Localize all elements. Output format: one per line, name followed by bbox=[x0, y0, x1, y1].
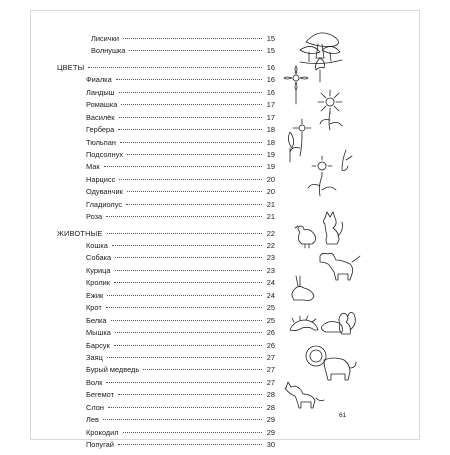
rabbit-icon bbox=[292, 276, 314, 301]
toc-page: 26 bbox=[266, 328, 275, 338]
toc-page: 28 bbox=[266, 402, 275, 412]
toc-label: Ландыш bbox=[86, 87, 115, 97]
toc-label: Заяц bbox=[86, 352, 103, 362]
toc-label: Крокодил bbox=[86, 427, 119, 437]
toc-page: 23 bbox=[266, 265, 275, 275]
toc-page: 16 bbox=[266, 75, 275, 85]
toc-page: 22 bbox=[266, 228, 275, 238]
toc-label: Бегемот bbox=[86, 390, 115, 400]
toc-label: Попугай bbox=[86, 440, 114, 449]
toc-page: 16 bbox=[266, 87, 275, 97]
toc-label: Собака bbox=[86, 253, 112, 263]
toc-label: Подсолнух bbox=[86, 149, 124, 159]
toc-page: 27 bbox=[266, 365, 275, 375]
toc-page: 15 bbox=[266, 46, 275, 56]
toc-page: 29 bbox=[266, 427, 275, 437]
toc-page: 27 bbox=[266, 377, 275, 387]
toc-page: 25 bbox=[266, 303, 275, 313]
wolf-icon bbox=[285, 382, 324, 408]
toc-page: 21 bbox=[266, 199, 275, 209]
toc-page: 30 bbox=[266, 440, 275, 449]
toc-page: 23 bbox=[266, 253, 275, 263]
toc-label: Курица bbox=[86, 265, 111, 275]
toc-page: 25 bbox=[266, 315, 275, 325]
toc-label: Ромашка bbox=[86, 100, 118, 110]
toc-page: 16 bbox=[266, 62, 275, 72]
toc-label: Роза bbox=[86, 212, 103, 222]
toc-page: 18 bbox=[266, 125, 275, 135]
cat-icon bbox=[324, 212, 343, 244]
toc-page: 24 bbox=[266, 278, 275, 288]
flowers-icon bbox=[284, 58, 352, 196]
toc-label: Мышка bbox=[86, 328, 111, 338]
toc-page: 22 bbox=[266, 241, 275, 250]
toc-page: 24 bbox=[266, 290, 275, 300]
toc-page: 17 bbox=[266, 100, 275, 110]
dog-icon bbox=[320, 253, 360, 280]
toc-label: Белка bbox=[86, 315, 107, 325]
toc-label: Лев bbox=[86, 415, 99, 425]
toc-label: Крот bbox=[86, 303, 102, 313]
toc-label: Ежик bbox=[86, 290, 104, 300]
chicken-icon bbox=[295, 226, 316, 248]
toc-page: 17 bbox=[266, 112, 275, 122]
toc-page: 29 bbox=[266, 415, 275, 425]
page-number: 61 bbox=[339, 412, 347, 419]
toc-page: 20 bbox=[266, 187, 275, 197]
toc-label: Гербера bbox=[86, 125, 115, 135]
toc-label: Гладиолус bbox=[86, 199, 123, 209]
toc-page: 21 bbox=[266, 212, 275, 222]
toc-label: Одуванчик bbox=[86, 187, 123, 197]
toc-label: Тюльпан bbox=[86, 137, 116, 147]
lion-icon bbox=[306, 346, 356, 380]
toc-label: Барсук bbox=[86, 340, 110, 350]
toc-label: Кошка bbox=[86, 241, 108, 250]
toc-label: Фиалка bbox=[86, 75, 112, 85]
toc-page: 15 bbox=[266, 34, 275, 43]
toc-page: 20 bbox=[266, 174, 275, 184]
toc-label: Волк bbox=[86, 377, 103, 387]
toc-label: Волнушка bbox=[91, 46, 126, 56]
section-heading: ЦВЕТЫ bbox=[57, 62, 85, 72]
toc-label: Василёк bbox=[86, 112, 115, 122]
toc-label: Нарцисс bbox=[86, 174, 116, 184]
toc-page: 26 bbox=[266, 340, 275, 350]
toc-page: 27 bbox=[266, 352, 275, 362]
toc-page: 28 bbox=[266, 390, 275, 400]
squirrel-icon bbox=[339, 312, 355, 334]
section-heading: ЖИВОТНЫЕ bbox=[57, 228, 103, 238]
toc-label: Кролик bbox=[86, 278, 111, 288]
toc-label: Бурый медведь bbox=[86, 365, 140, 375]
toc-label: Слон bbox=[86, 402, 104, 412]
toc-label: Мак bbox=[86, 162, 100, 172]
toc-page: 19 bbox=[266, 162, 275, 172]
toc-page: 19 bbox=[266, 149, 275, 159]
hedgehog-icon bbox=[290, 316, 318, 331]
toc-label: Лисички bbox=[91, 34, 120, 43]
toc-page: 18 bbox=[266, 137, 275, 147]
